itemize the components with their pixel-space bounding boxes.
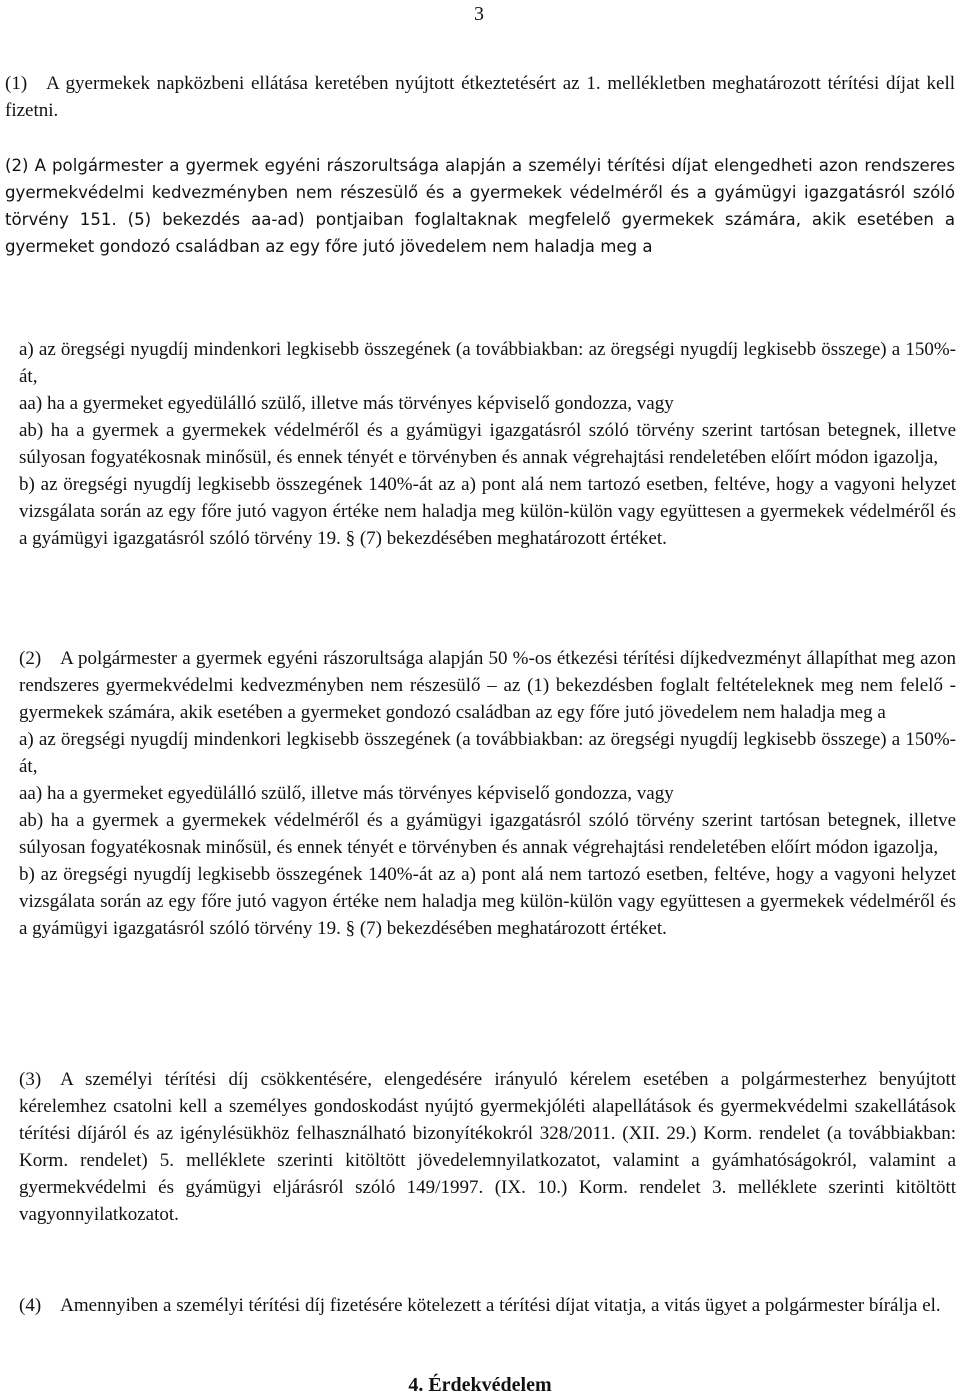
list-item-ab: ab) ha a gyermek a gyermekek védelméről és a gyámügyi igazgatásról szóló törvény szerint tartósan betegnek, illetve súlyosan fogyatékosnak minősül, és ennek tényét e törvényben és annak végrehajtási rendeletében előírt módon igazolja,	[19, 810, 956, 858]
paragraph-3-intro: (2) A polgármester a gyermek egyéni rászorultsága alapján 50 %-os étkezési térítési díjkedvezményt állapíthat meg azon rendszeres gyermekvédelmi kedvezményben nem részesülő – az (1) bekezdésben foglalt feltételeknek meg nem felelő - gyermekek számára, akik esetében a gyermeket gondozó családban az egy főre jutó jövedelem nem haladja meg a	[19, 648, 956, 723]
list-item-b: b) az öregségi nyugdíj legkisebb összegének 140%-át az a) pont alá nem tartozó esetben, feltéve, hogy a vagyoni helyzet vizsgálata során az egy főre jutó vagyon értéke nem haladja meg külön-külön vagy együttesen a gyermekek védelméről és a gyámügyi igazgatásról szóló törvény 19. § (7) bekezdésében meghatározott értéket.	[19, 864, 956, 939]
list-item-aa: aa) ha a gyermeket egyedülálló szülő, illetve más törvényes képviselő gondozza, vagy	[19, 393, 674, 414]
list-item-a: a) az öregségi nyugdíj mindenkori legkisebb összegének (a továbbiakban: az öregségi nyugdíj legkisebb összege) a 150%-át,	[19, 729, 956, 777]
paragraph-1: (1) A gyermekek napközbeni ellátása keretében nyújtott étkeztetésért az 1. mellékletben meghatározott térítési díjat kell fizetni.	[5, 73, 955, 121]
list-item-a: a) az öregségi nyugdíj mindenkori legkisebb összegének (a továbbiakban: az öregségi nyugdíj legkisebb összege) a 150%-át,	[19, 339, 956, 387]
paragraph-5: (4) Amennyiben a személyi térítési díj fizetésére kötelezett a térítési díjat vitatja, a vitás ügyet a polgármester bírálja el.	[19, 1295, 941, 1316]
paragraph-4: (3) A személyi térítési díj csökkentésére, elengedésére irányuló kérelem esetében a polgármesterhez benyújtott kérelemhez csatolni kell a személyes gondoskodást nyújtó gyermekjóléti alapellátások és gyermekvédelmi szakellátások térítési díjáról és az igénylésükhöz felhasználható bizonyítékokról 328/2011. (XII. 29.) Korm. rendelet (a továbbiakban: Korm. rendelet) 5. melléklete szerinti kitöltött jövedelemnyilatkozatot, valamint a gyámhatóságokról, valamint a gyermekvédelmi és gyámügyi eljárásról szóló 149/1997. (IX. 10.) Korm. rendelet 3. melléklete szerinti kitöltött vagyonnyilatkozatot.	[19, 1069, 956, 1225]
list-item-ab: ab) ha a gyermek a gyermekek védelméről és a gyámügyi igazgatásról szóló törvény szerint tartósan betegnek, illetve súlyosan fogyatékosnak minősül, és ennek tényét e törvényben és annak végrehajtási rendeletében előírt módon igazolja,	[19, 420, 956, 468]
section-heading: 4. Érdekvédelem	[408, 1374, 552, 1396]
list-item-b: b) az öregségi nyugdíj legkisebb összegének 140%-át az a) pont alá nem tartozó esetben, feltéve, hogy a vagyoni helyzet vizsgálata során az egy főre jutó vagyon értéke nem haladja meg külön-külön vagy együttesen a gyermekek védelméről és a gyámügyi igazgatásról szóló törvény 19. § (7) bekezdésében meghatározott értéket.	[19, 474, 956, 549]
page-number: 3	[474, 3, 484, 25]
income-criteria-list-1	[19, 336, 956, 552]
paragraph-3	[19, 645, 956, 942]
list-item-aa: aa) ha a gyermeket egyedülálló szülő, illetve más törvényes képviselő gondozza, vagy	[19, 783, 674, 804]
paragraph-2: (2) A polgármester a gyermek egyéni rászorultsága alapján a személyi térítési díjat elengedheti azon rendszeres gyermekvédelmi kedvezményben nem részesülő és a gyermekek védelméről és a gyámügyi igazgatásról szóló törvény 151. (5) bekezdés aa-ad) pontjaiban foglaltaknak megfelelő gyermekek számára, akik esetében a gyermeket gondozó családban az egy főre jutó jövedelem nem haladja meg a	[5, 156, 955, 256]
